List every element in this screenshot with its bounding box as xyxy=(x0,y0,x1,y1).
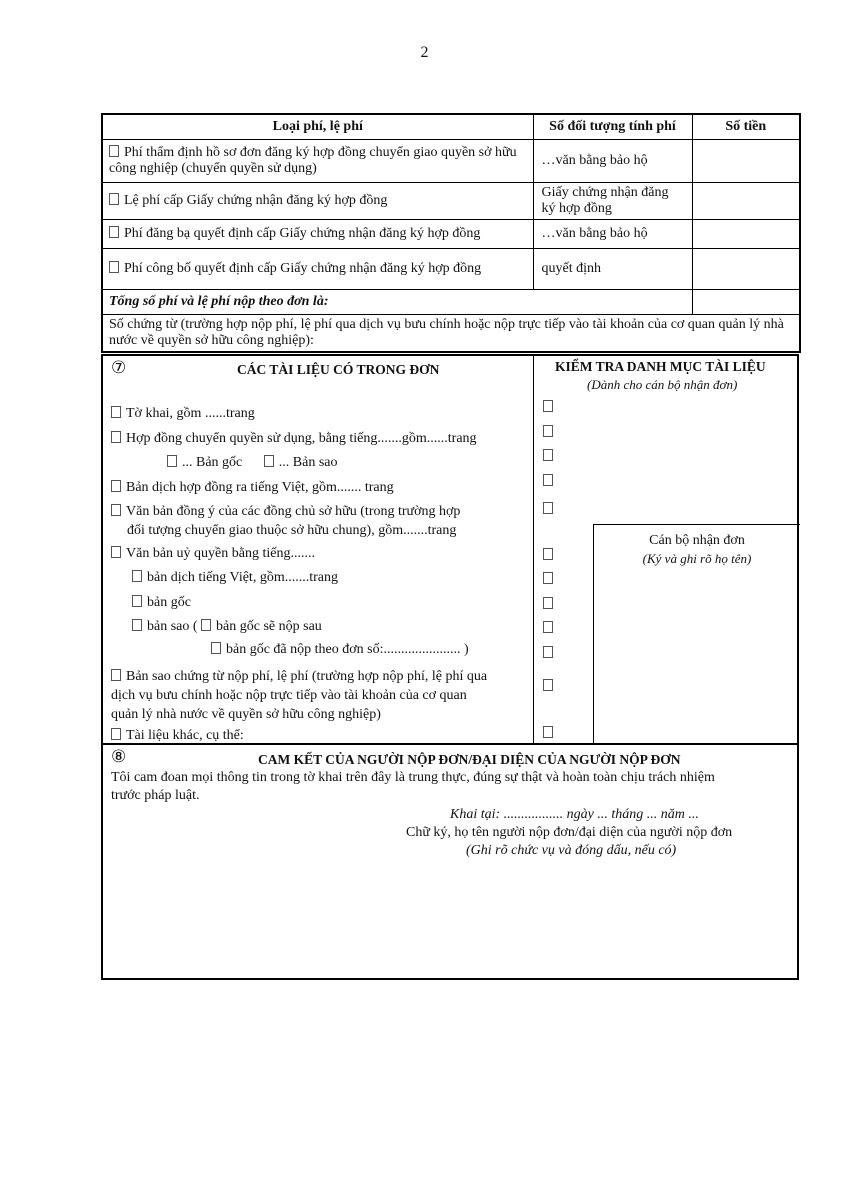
receiver-box xyxy=(593,524,800,745)
documents-title: CÁC TÀI LIỆU CÓ TRONG ĐƠN xyxy=(237,362,440,377)
checkbox[interactable] xyxy=(111,480,121,492)
fee-total-row xyxy=(102,290,800,315)
fee-row xyxy=(102,183,800,220)
receipt-label: Số chứng từ (trường hợp nộp phí, lệ phí qua dịch vụ bưu chính hoặc nộp trực tiếp vào tài khoản của cơ quan quản lý nhà nước về quyền sở hữu công nghiệp): xyxy=(102,315,800,353)
checkbox[interactable] xyxy=(132,595,142,607)
commitment-text: Tôi cam đoan mọi thông tin trong tờ khai trên đây là trung thực, đúng sự thật và hoàn toàn chịu trách nhiệm xyxy=(111,770,715,785)
divider xyxy=(533,356,534,745)
check-box[interactable] xyxy=(543,621,553,633)
check-box[interactable] xyxy=(543,726,553,738)
checkbox[interactable] xyxy=(167,455,177,467)
checkbox[interactable] xyxy=(109,193,119,205)
check-box[interactable] xyxy=(543,449,553,461)
checkbox[interactable] xyxy=(132,570,142,582)
fee-count: quyết định xyxy=(533,249,692,290)
checkbox[interactable] xyxy=(111,504,121,516)
fee-name: Phí thẩm định hồ sơ đơn đăng ký hợp đồng chuyển giao quyền sở hữu công nghiệp (chuyển quyền sử dụng) xyxy=(109,145,517,176)
fee-receipt-row xyxy=(102,315,800,353)
check-box[interactable] xyxy=(543,425,553,437)
commitment-section xyxy=(101,745,799,980)
fee-total-amount[interactable] xyxy=(692,290,800,315)
documents-section xyxy=(101,354,799,745)
doc-item: Văn bản đồng ý của các đồng chủ sở hữu (trong trường hợp xyxy=(126,504,461,519)
fee-count: …văn bằng bảo hộ xyxy=(533,220,692,249)
page-number: 2 xyxy=(420,44,429,61)
doc-item: Bản dịch hợp đồng ra tiếng Việt, gồm....... trang xyxy=(126,480,394,495)
check-box[interactable] xyxy=(543,679,553,691)
doc-item: Tài liệu khác, cụ thể: xyxy=(126,728,244,743)
fee-row xyxy=(102,220,800,249)
doc-item: bản gốc đã nộp theo đơn số:...................... ) xyxy=(226,642,469,657)
fee-row xyxy=(102,140,800,183)
fee-type-header: Loại phí, lệ phí xyxy=(102,114,533,140)
signature-note: (Ghi rõ chức vụ và đóng dấu, nếu có) xyxy=(466,843,677,858)
check-box[interactable] xyxy=(543,474,553,486)
doc-item: Bản sao chứng từ nộp phí, lệ phí (trường hợp nộp phí, lệ phí qua xyxy=(126,669,488,684)
checkbox[interactable] xyxy=(132,619,142,631)
checkbox[interactable] xyxy=(109,261,119,273)
commitment-title: CAM KẾT CỦA NGƯỜI NỘP ĐƠN/ĐẠI DIỆN CỦA NGƯỜI NỘP ĐƠN xyxy=(258,752,681,767)
fee-table-header xyxy=(102,114,800,140)
check-box[interactable] xyxy=(543,572,553,584)
check-box[interactable] xyxy=(543,502,553,514)
fee-amount[interactable] xyxy=(692,249,800,290)
check-box[interactable] xyxy=(543,597,553,609)
fee-amount[interactable] xyxy=(692,183,800,220)
doc-item: bản gốc sẽ nộp sau xyxy=(216,619,322,634)
fee-count: Giấy chứng nhận đăng ký hợp đồng xyxy=(533,183,692,220)
check-box[interactable] xyxy=(543,400,553,412)
fee-amount-header: Số tiền xyxy=(692,114,800,140)
checkbox[interactable] xyxy=(201,619,211,631)
doc-item: đối tượng chuyển giao thuộc sở hữu chung), gồm.......trang xyxy=(127,523,457,538)
fee-count-header: Số đối tượng tính phí xyxy=(533,114,692,140)
doc-item: Tờ khai, gồm ......trang xyxy=(126,406,255,421)
doc-item: Văn bản uỷ quyền bằng tiếng....... xyxy=(126,546,315,561)
section-number: ⑦ xyxy=(111,358,127,377)
doc-item: quản lý nhà nước về quyền sở hữu công nghiệp) xyxy=(111,707,381,722)
receiver-note: (Ký và ghi rõ họ tên) xyxy=(642,551,752,566)
doc-item: bản dịch tiếng Việt, gồm.......trang xyxy=(147,570,338,585)
checkbox[interactable] xyxy=(264,455,274,467)
check-box[interactable] xyxy=(543,646,553,658)
section-number: ⑧ xyxy=(111,747,127,766)
fee-table xyxy=(101,113,801,353)
fee-name: Phí công bố quyết định cấp Giấy chứng nhận đăng ký hợp đồng xyxy=(124,261,482,276)
doc-item: Hợp đồng chuyển quyền sử dụng, bằng tiếng.......gồm......trang xyxy=(126,431,477,446)
fee-amount[interactable] xyxy=(692,140,800,183)
checkbox[interactable] xyxy=(109,226,119,238)
checkbox[interactable] xyxy=(111,431,121,443)
commitment-text: trước pháp luật. xyxy=(111,788,200,803)
checkbox[interactable] xyxy=(211,642,221,654)
doc-item: ... Bản gốc xyxy=(182,455,243,470)
checkbox[interactable] xyxy=(111,728,121,740)
fee-amount[interactable] xyxy=(692,220,800,249)
checkbox[interactable] xyxy=(111,669,121,681)
doc-item: dịch vụ bưu chính hoặc nộp trực tiếp vào tài khoản của cơ quan xyxy=(111,688,467,703)
checkbox[interactable] xyxy=(111,546,121,558)
doc-item: bản sao ( xyxy=(147,619,198,634)
fee-total-label: Tổng số phí và lệ phí nộp theo đơn là: xyxy=(109,294,329,309)
doc-item: bản gốc xyxy=(147,595,191,610)
check-subtitle: (Dành cho cán bộ nhận đơn) xyxy=(587,377,738,392)
fee-name: Phí đăng bạ quyết định cấp Giấy chứng nhận đăng ký hợp đồng xyxy=(124,226,481,241)
fee-name: Lệ phí cấp Giấy chứng nhận đăng ký hợp đồng xyxy=(124,193,388,208)
doc-item: ... Bản sao xyxy=(278,455,338,470)
signature-label: Chữ ký, họ tên người nộp đơn/đại diện của người nộp đơn xyxy=(406,825,733,840)
fee-row xyxy=(102,249,800,290)
check-title: KIỂM TRA DANH MỤC TÀI LIỆU xyxy=(555,359,766,374)
checkbox[interactable] xyxy=(109,145,119,157)
fee-count: …văn bằng bảo hộ xyxy=(533,140,692,183)
checkbox[interactable] xyxy=(111,406,121,418)
place-date: Khai tại: ................. ngày ... tháng ... năm ... xyxy=(450,807,699,822)
check-box[interactable] xyxy=(543,548,553,560)
receiver-title: Cán bộ nhận đơn xyxy=(649,533,745,548)
